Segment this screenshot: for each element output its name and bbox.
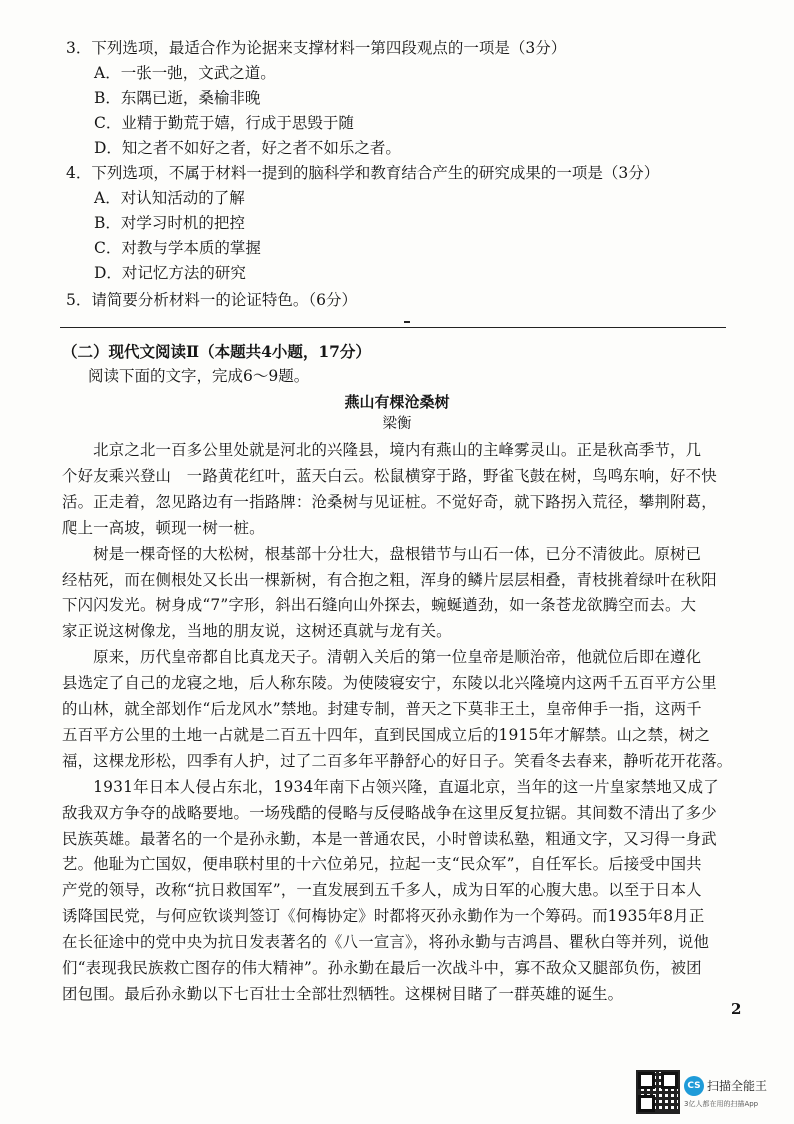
passage-line: 诱降国民党，与何应钦谈判签订《何梅协定》时都将灭孙永勤作为一个筹码。而1935年8月正 — [62, 907, 705, 926]
camscanner-logo-icon: CS — [684, 1076, 704, 1096]
question-4-option-b: B．对学习时机的把控 — [94, 214, 245, 232]
passage-line: 五百平方公里的土地一占就是二百五十四年，直到民国成立后的1915年才解禁。山之禁，树之 — [62, 725, 711, 744]
passage-line: 北京之北一百多公里处就是河北的兴隆县，境内有燕山的主峰雾灵山。正是秋高季节，几 — [62, 441, 702, 459]
passage-line: 们“表现我民族救亡图存的伟大精神”。孙永勤在最后一次战斗中，寡不敌众又腿部负伤，被团 — [62, 959, 702, 977]
passage-line: 县选定了自己的龙寝之地，后人称东陵。为使陵寝安宁，东陵以北兴隆境内这两千五百平方公里 — [62, 674, 717, 693]
passage-author: 梁衡 — [382, 416, 412, 432]
passage-line: 下闪闪发光。树身成“7”字形，斜出石缝向山外探去，蜿蜒遒劲，如一条苍龙欲腾空而去。大 — [62, 596, 697, 615]
passage-line: 家正说这树像龙，当地的朋友说，这树还真就与龙有关。 — [62, 622, 452, 641]
question-4-stem: 4．下列选项，不属于材料一提到的脑科学和教育结合产生的研究成果的一项是（3分） — [66, 164, 660, 182]
passage-line: 活。正走着，忽见路边有一指路牌：沧桑树与见证桩。不觉好奇，就下路拐入荒径，攀荆附葛， — [62, 492, 717, 511]
passage-line: 经枯死，而在侧根处又长出一棵新树，有合抱之粗，浑身的鳞片层层相叠，青枝挑着绿叶在秋阳 — [62, 570, 717, 589]
passage-line: 团包围。最后孙永勤以下七百壮士全部壮烈牺牲。这棵树目睹了一群英雄的诞生。 — [62, 984, 624, 1003]
question-3-option-b: B．东隅已逝，桑榆非晚 — [94, 89, 261, 107]
passage-line: 艺。他耻为亡国奴，便串联村里的十六位弟兄，拉起一支“民众军”，自任军长。后接受中国共 — [62, 855, 702, 874]
question-4-option-a: A．对认知活动的了解 — [94, 189, 245, 207]
question-3-stem: 3．下列选项，最适合作为论据来支撑材料一第四段观点的一项是（3分） — [66, 39, 567, 57]
passage-line: 敌我双方争夺的战略要地。一场残酷的侵略与反侵略战争在这里反复拉锯。其间数不清出了多少 — [62, 803, 717, 822]
question-5-stem: 5．请简要分析材料一的论证特色。（6分） — [66, 291, 357, 309]
question-3-option-c: C．业精于勤荒于嬉，行成于思毁于随 — [94, 114, 354, 132]
watermark-app-name: 扫描全能王 — [707, 1079, 768, 1093]
passage-line: 民族英雄。最著名的一个是孙永勤，本是一普通农民，小时曾读私塾，粗通文字，又习得一身武 — [62, 829, 717, 848]
passage-line: 1931年日本人侵占东北，1934年南下占领兴隆，直逼北京，当年的这一片皇家禁地又成了 — [62, 777, 719, 796]
watermark-tagline: 3亿人都在用的扫描App — [684, 1100, 759, 1108]
section-heading: （二）现代文阅读Ⅱ（本题共4小题，17分） — [62, 342, 371, 361]
passage-line: 福，这棵龙形松，四季有人护，过了二百多年平静舒心的好日子。笑看冬去春来，静听花开花落。 — [62, 751, 733, 770]
passage-line: 树是一棵奇怪的大松树，根基部十分壮大，盘根错节与山石一体，已分不清彼此。原树已 — [62, 544, 702, 563]
section-divider — [60, 327, 726, 328]
passage-line: 原来，历代皇帝都自比真龙天子。清朝入关后的第一位皇帝是顺治帝，他就位后即在遵化 — [62, 648, 702, 667]
passage-line: 个好友乘兴登山 一路黄花红叶，蓝天白云。松鼠横穿于路，野雀飞鼓在树，鸟鸣东响，好不快 — [62, 466, 717, 485]
question-4-option-c: C．对教与学本质的掌握 — [94, 239, 261, 257]
question-3-option-d: D．知之者不如好之者，好之者不如乐之者。 — [94, 139, 401, 157]
passage-title: 燕山有棵沧桑树 — [344, 393, 450, 411]
page-number: 2 — [731, 1000, 742, 1018]
passage-line: 的山林，就全部划作“后龙风水”禁地。封建专制，普天之下莫非王土，皇帝伸手一指，这两千 — [62, 700, 702, 718]
divider-tick — [404, 321, 410, 323]
section-instruction: 阅读下面的文字，完成6～9题。 — [88, 367, 310, 385]
passage-line: 爬上一高坡，顿现一树一桩。 — [62, 518, 265, 537]
question-3-option-a: A．一张一弛，文武之道。 — [94, 64, 276, 82]
passage-line: 产党的领导，改称“抗日救国军”，一直发展到五千多人，成为日军的心腹大患。以至于日本人 — [62, 881, 702, 900]
qr-code-icon — [636, 1070, 680, 1114]
passage-line: 在长征途中的党中央为抗日发表著名的《八一宣言》，将孙永勤与吉鸿昌、瞿秋白等并列，说他 — [62, 933, 710, 952]
question-4-option-d: D．对记忆方法的研究 — [94, 264, 246, 282]
